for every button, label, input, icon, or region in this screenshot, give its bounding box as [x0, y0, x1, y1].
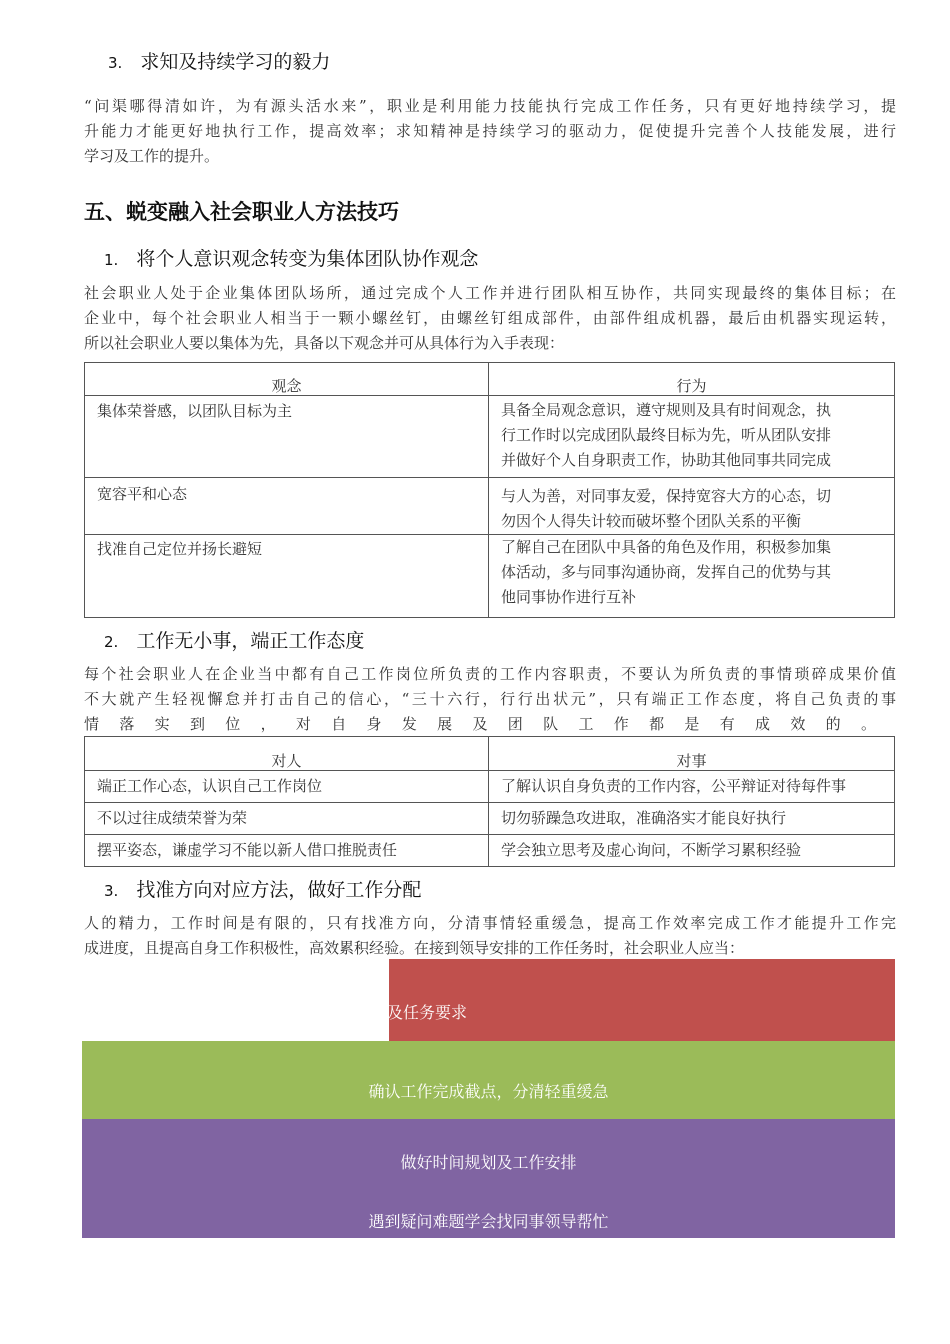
paragraph-line: 人的精力，工作时间是有限的，只有找准方向，分清事情轻重缓急，提高工作效率完成工作才能提升工作完: [84, 914, 896, 932]
section-five-title: 五、蜕变融入社会职业人方法技巧: [84, 200, 399, 224]
table-cell-thing: [489, 803, 895, 835]
table-header-person: 对人: [85, 737, 489, 771]
heading-title: 找准方向对应方法，做好工作分配: [136, 879, 422, 901]
cell-text: 找准自己定位并扬长避短: [97, 540, 263, 558]
heading-title: 求知及持续学习的毅力: [140, 51, 331, 73]
heading-number: 1.: [104, 251, 119, 269]
table-cell-concept: [85, 396, 489, 478]
paragraph-line: 每个社会职业人在企业当中都有自己工作岗位所负责的工作内容职责，不要认为所负责的事情琐碎成果价值: [84, 665, 896, 683]
table-cell-behavior: [489, 396, 895, 478]
paragraph-line: 不大就产生轻视懈怠并打击自己的信心，“三十六行，行行出状元”，只有端正工作态度，将自己负责的事: [84, 690, 896, 708]
cell-line: 具备全局观念意识，遵守规则及具有时间观念，执: [501, 401, 832, 419]
pyramid-label: 遇到疑问难题学会找同事领导帮忙: [368, 1212, 609, 1231]
paragraph-line: 升能力才能更好地执行工作，提高效率；求知精神是持续学习的驱动力，促使提升完善个人技能发展，进行: [84, 122, 896, 140]
person-thing-table: [84, 736, 895, 867]
section-heading-3: [108, 47, 330, 74]
paragraph-line: 社会职业人处于企业集体团队场所，通过完成个人工作并进行团队相互协作，共同实现最终的集体目标；在: [84, 284, 896, 302]
heading-number: 2.: [104, 633, 119, 651]
cell-line: 行工作时以完成团队最终目标为先，听从团队安排: [501, 426, 832, 444]
paragraph-attitude: [84, 662, 896, 737]
subsection-heading-1: [104, 244, 478, 271]
paragraph-team: [84, 281, 896, 356]
cell-text: 了解认识自身负责的工作内容，公平辩证对待每件事: [501, 777, 847, 795]
table-header-concept: 观念: [85, 363, 489, 396]
table-cell-concept: [85, 535, 489, 618]
cell-text: 切勿骄躁急攻进取，准确洛实才能良好执行: [501, 809, 787, 827]
pyramid-level-planning: [82, 1119, 895, 1238]
paragraph-line: 所以社会职业人要以集体为先，具备以下观念并可从具体行为入手表现：: [84, 334, 565, 352]
heading-title: 工作无小事，端正工作态度: [136, 630, 365, 652]
table-cell-behavior: [489, 535, 895, 618]
paragraph-line: 情落实到位，对自身发展及团队工作都是有成效的。: [84, 715, 896, 733]
subsection-heading-2: [104, 626, 364, 653]
cell-line: 体活动，多与同事沟通协商，发挥自己的优势与其: [501, 563, 832, 581]
paragraph-learning: [84, 94, 896, 169]
paragraph-line: 学习及工作的提升。: [84, 147, 220, 165]
pyramid-label: 做好时间规划及工作安排: [400, 1153, 577, 1172]
cell-line: 他同事协作进行互补: [501, 588, 637, 606]
cell-text: 端正工作心态，认识自己工作岗位: [97, 777, 323, 795]
pyramid-label: 确认工作完成截点，分清轻重缓急: [368, 1082, 609, 1101]
cell-line: 了解自己在团队中具备的角色及作用，积极参加集: [501, 538, 832, 556]
heading-number: 3.: [104, 882, 119, 900]
subsection-heading-3: [104, 875, 421, 902]
cell-text: 摆平姿态，谦虚学习不能以新人借口推脱责任: [97, 841, 398, 859]
table-cell-person: [85, 835, 489, 867]
table-cell-behavior: [489, 478, 895, 535]
paragraph-direction: [84, 911, 896, 961]
cell-line: 并做好个人自身职责工作，协助其他同事共同完成: [501, 451, 832, 469]
table-cell-person: [85, 771, 489, 803]
heading-number: 3.: [108, 54, 123, 72]
pyramid-level-deadline: [82, 1041, 895, 1119]
cell-text: 学会独立思考及虚心询问，不断学习累积经验: [501, 841, 802, 859]
table-header-behavior: 行为: [489, 363, 895, 396]
concept-behavior-table: [84, 362, 895, 618]
paragraph-line: “问渠哪得清如许，为有源头活水来”，职业是利用能力技能执行完成工作任务，只有更好地持续学习，提: [84, 97, 896, 115]
pyramid-label: 明确工作目标及任务要求: [290, 1003, 467, 1022]
table-cell-concept: [85, 478, 489, 535]
cell-line: 与人为善，对同事友爱，保持宽容大方的心态，切: [501, 487, 832, 505]
cell-text: 集体荣誉感，以团队目标为主: [97, 402, 293, 420]
pyramid-level-goal: [290, 959, 895, 1041]
cell-text: 不以过往成绩荣誉为荣: [97, 809, 248, 827]
cell-line: 勿因个人得失计较而破坏整个团队关系的平衡: [501, 512, 802, 530]
table-cell-thing: [489, 835, 895, 867]
table-header-thing: 对事: [489, 737, 895, 771]
table-cell-thing: [489, 771, 895, 803]
table-cell-person: [85, 803, 489, 835]
paragraph-line: 成进度，且提高自身工作积极性，高效累积经验。在接到领导安排的工作任务时，社会职业人应当：: [84, 939, 745, 957]
cell-text: 宽容平和心态: [97, 485, 188, 503]
paragraph-line: 企业中，每个社会职业人相当于一颗小螺丝钉，由螺丝钉组成部件，由部件组成机器，最后由机器实现运转，: [84, 309, 896, 327]
heading-title: 将个人意识观念转变为集体团队协作观念: [136, 248, 479, 270]
